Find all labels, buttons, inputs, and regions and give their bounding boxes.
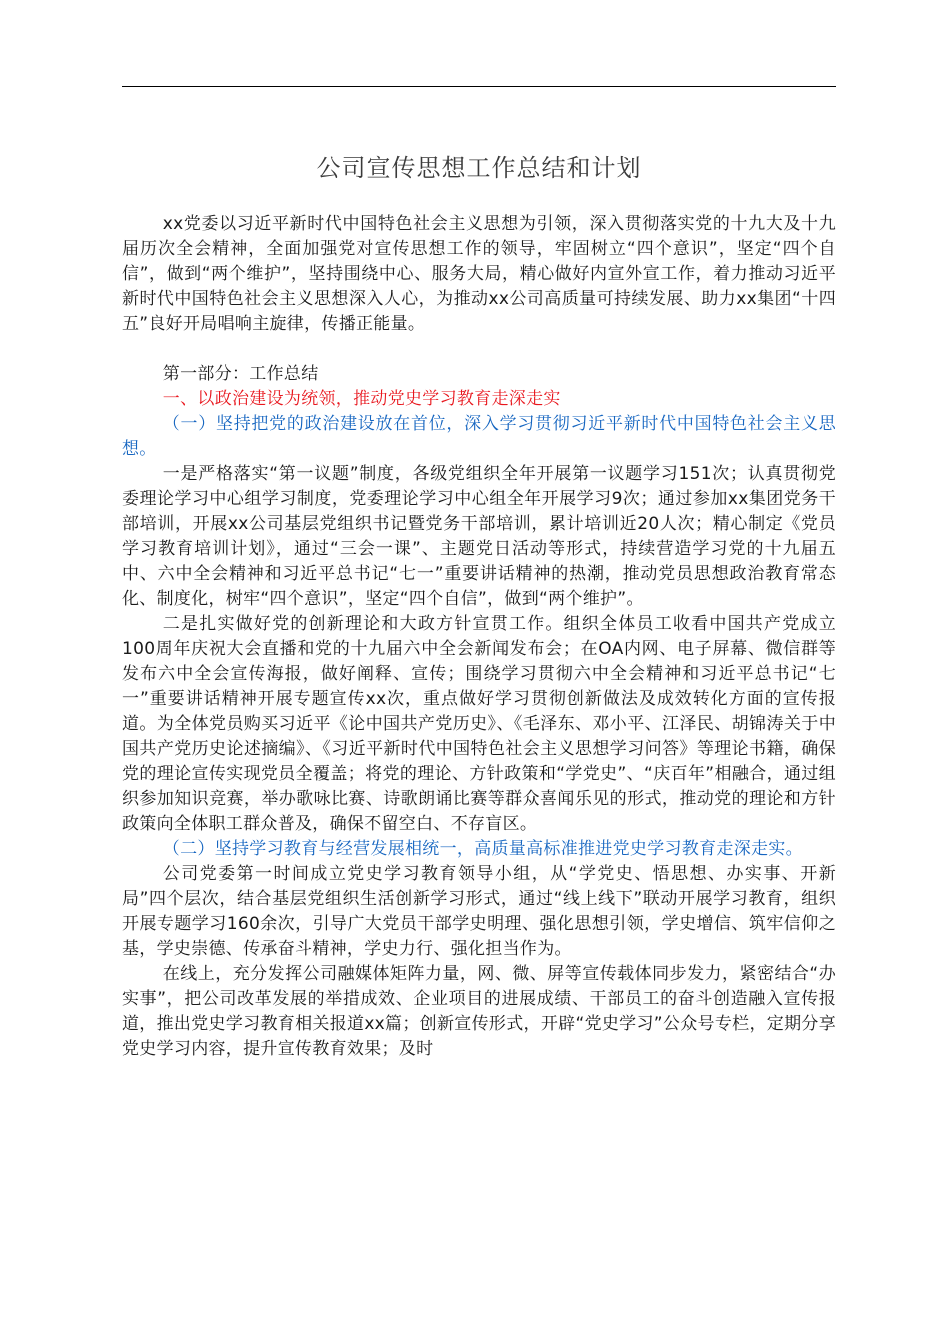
subsection-heading-1: （一）坚持把党的政治建设放在首位，深入学习贯彻习近平新时代中国特色社会主义思想。 xyxy=(122,414,836,459)
section-heading-1: 一、以政治建设为统领，推动党史学习教育走深走实 xyxy=(162,389,561,409)
document-title: 公司宣传思想工作总结和计划 xyxy=(316,154,642,182)
body-paragraph-2: 二是扎实做好党的创新理论和大政方针宣贯工作。组织全体员工收看中国共产党成立100周年庆祝大会直播和党的十九届六中全会新闻发布会；在OA内网、电子屏幕、微信群等发布六中全会宣传海报，做好阐释、宣传；围绕学习贯彻六中全会精神和习近平总书记“七一”重要讲话精神开展专题宣传xx次，重点做好学习贯彻创新做法及成效转化方面的宣传报道。为全体党员购买习近平《论中国共产党历史》、《毛泽东、邓小平、江泽民、胡锦涛关于中国共产党历史论述摘编》、《习近平新时代中国特色社会主义思想学习问答》等理论书籍，确保党的理论宣传实现党员全覆盖；将党的理论、方针政策和“学党史”、“庆百年”相融合，通过组织参加知识竞赛，举办歌咏比赛、诗歌朗诵比赛等群众喜闻乐见的形式，推动党的理论和方针政策向全体职工群众普及，确保不留空白、不存盲区。 xyxy=(122,614,836,834)
body-paragraph-1: 一是严格落实“第一议题”制度，各级党组织全年开展第一议题学习151次；认真贯彻党委理论学习中心组学习制度，党委理论学习中心组全年开展学习9次；通过参加xx集团党务干部培训，开展xx公司基层党组织书记暨党务干部培训，累计培训近20人次；精心制定《党员学习教育培训计划》，通过“三会一课”、主题党日活动等形式，持续营造学习党的十九届五中、六中全会精神和习近平总书记“七一”重要讲话精神的热潮，推动党员思想政治教育常态化、制度化，树牢“四个意识”，坚定“四个自信”，做到“两个维护”。 xyxy=(122,464,836,609)
document-body xyxy=(122,212,836,1062)
body-paragraph-4: 在线上，充分发挥公司融媒体矩阵力量，网、微、屏等宣传载体同步发力，紧密结合“办实事”，把公司改革发展的举措成效、企业项目的进展成绩、干部员工的奋斗创造融入宣传报道，推出党史学习教育相关报道xx篇；创新宣传形式，开辟“党史学习”公众号专栏，定期分享党史学习内容，提升宣传教育效果；及时 xyxy=(122,964,836,1059)
body-paragraph-3: 公司党委第一时间成立党史学习教育领导小组，从“学党史、悟思想、办实事、开新局”四个层次，结合基层党组织生活创新学习形式，通过“线上线下”联动开展学习教育，组织开展专题学习160余次，引导广大党员干部学史明理、强化思想引领，学史增信、筑牢信仰之基，学史崇德、传承奋斗精神，学史力行、强化担当作为。 xyxy=(122,864,836,959)
header-rule xyxy=(122,86,836,87)
subsection-heading-2: （二）坚持学习教育与经营发展相统一，高质量高标准推进党史学习教育走深走实。 xyxy=(162,839,803,859)
part-one-title: 第一部分：工作总结 xyxy=(162,364,319,384)
spacer xyxy=(122,337,836,362)
intro-paragraph: xx党委以习近平新时代中国特色社会主义思想为引领，深入贯彻落实党的十九大及十九届历次全会精神，全面加强党对宣传思想工作的领导，牢固树立“四个意识”，坚定“四个自信”，做到“两个维护”，坚持围绕中心、服务大局，精心做好内宣外宣工作，着力推动习近平新时代中国特色社会主义思想深入人心，为推动xx公司高质量可持续发展、助力xx集团“十四五”良好开局唱响主旋律，传播正能量。 xyxy=(122,214,836,334)
